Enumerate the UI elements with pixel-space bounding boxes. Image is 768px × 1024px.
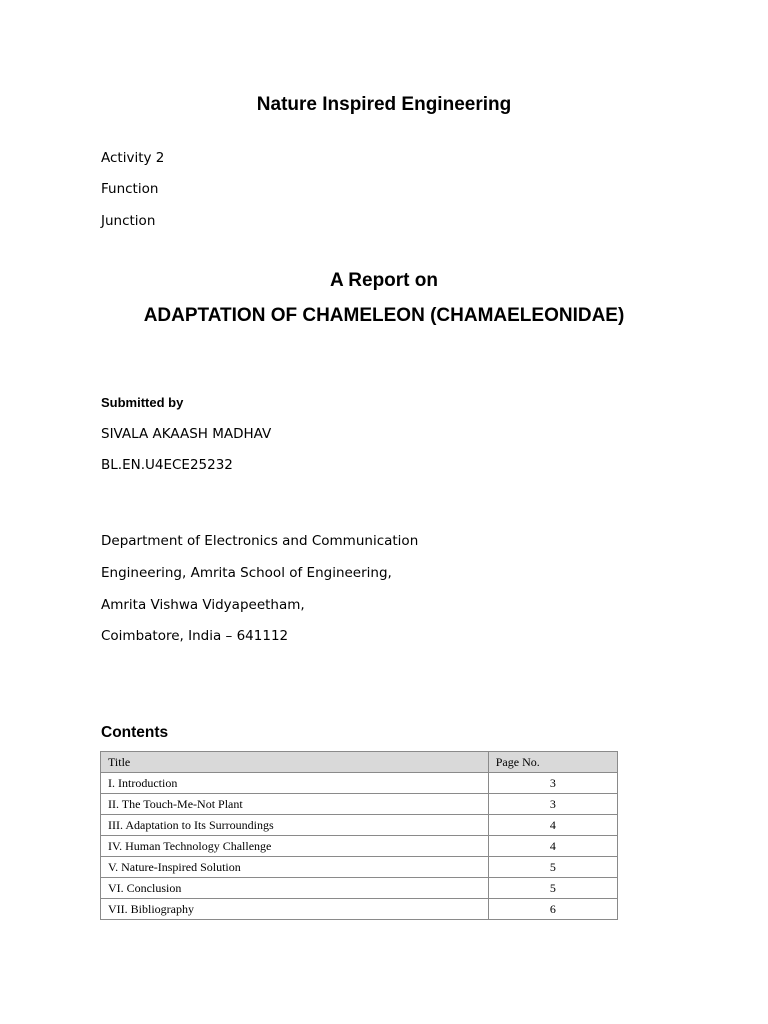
row-title: VII. Bibliography: [101, 899, 489, 920]
contents-table: [100, 751, 618, 920]
row-title: II. The Touch-Me-Not Plant: [101, 794, 489, 815]
row-page: 4: [488, 836, 617, 857]
row-page: 6: [488, 899, 617, 920]
table-row: [101, 794, 618, 815]
row-title: VI. Conclusion: [101, 878, 489, 899]
row-page: 3: [488, 794, 617, 815]
row-title: V. Nature-Inspired Solution: [101, 857, 489, 878]
function-line: Function: [101, 181, 159, 197]
row-title: I. Introduction: [101, 773, 489, 794]
affiliation-line-3: Amrita Vishwa Vidyapeetham,: [101, 597, 305, 613]
activity-line: Activity 2: [101, 150, 165, 166]
affiliation-line-1: Department of Electronics and Communication: [101, 533, 419, 549]
column-header-title: Title: [101, 752, 489, 773]
report-heading: A Report on: [329, 270, 438, 291]
junction-line: Junction: [101, 213, 156, 229]
report-subject: ADAPTATION OF CHAMELEON (CHAMAELEONIDAE): [143, 305, 625, 326]
row-title: IV. Human Technology Challenge: [101, 836, 489, 857]
table-row: [101, 899, 618, 920]
row-title: III. Adaptation to Its Surroundings: [101, 815, 489, 836]
row-page: 5: [488, 857, 617, 878]
row-page: 4: [488, 815, 617, 836]
contents-heading: Contents: [101, 724, 169, 741]
table-row: [101, 815, 618, 836]
affiliation-line-4: Coimbatore, India – 641112: [101, 628, 289, 644]
column-header-page: Page No.: [488, 752, 617, 773]
table-row: [101, 857, 618, 878]
affiliation-line-2: Engineering, Amrita School of Engineering,: [101, 565, 392, 581]
table-row: [101, 773, 618, 794]
row-page: 3: [488, 773, 617, 794]
document-title: Nature Inspired Engineering: [256, 94, 512, 115]
table-row: [101, 878, 618, 899]
submitted-by-label: Submitted by: [101, 395, 184, 410]
table-row: [101, 836, 618, 857]
author-name: SIVALA AKAASH MADHAV: [101, 426, 272, 442]
table-header-row: [101, 752, 618, 773]
row-page: 5: [488, 878, 617, 899]
author-id: BL.EN.U4ECE25232: [101, 457, 233, 473]
